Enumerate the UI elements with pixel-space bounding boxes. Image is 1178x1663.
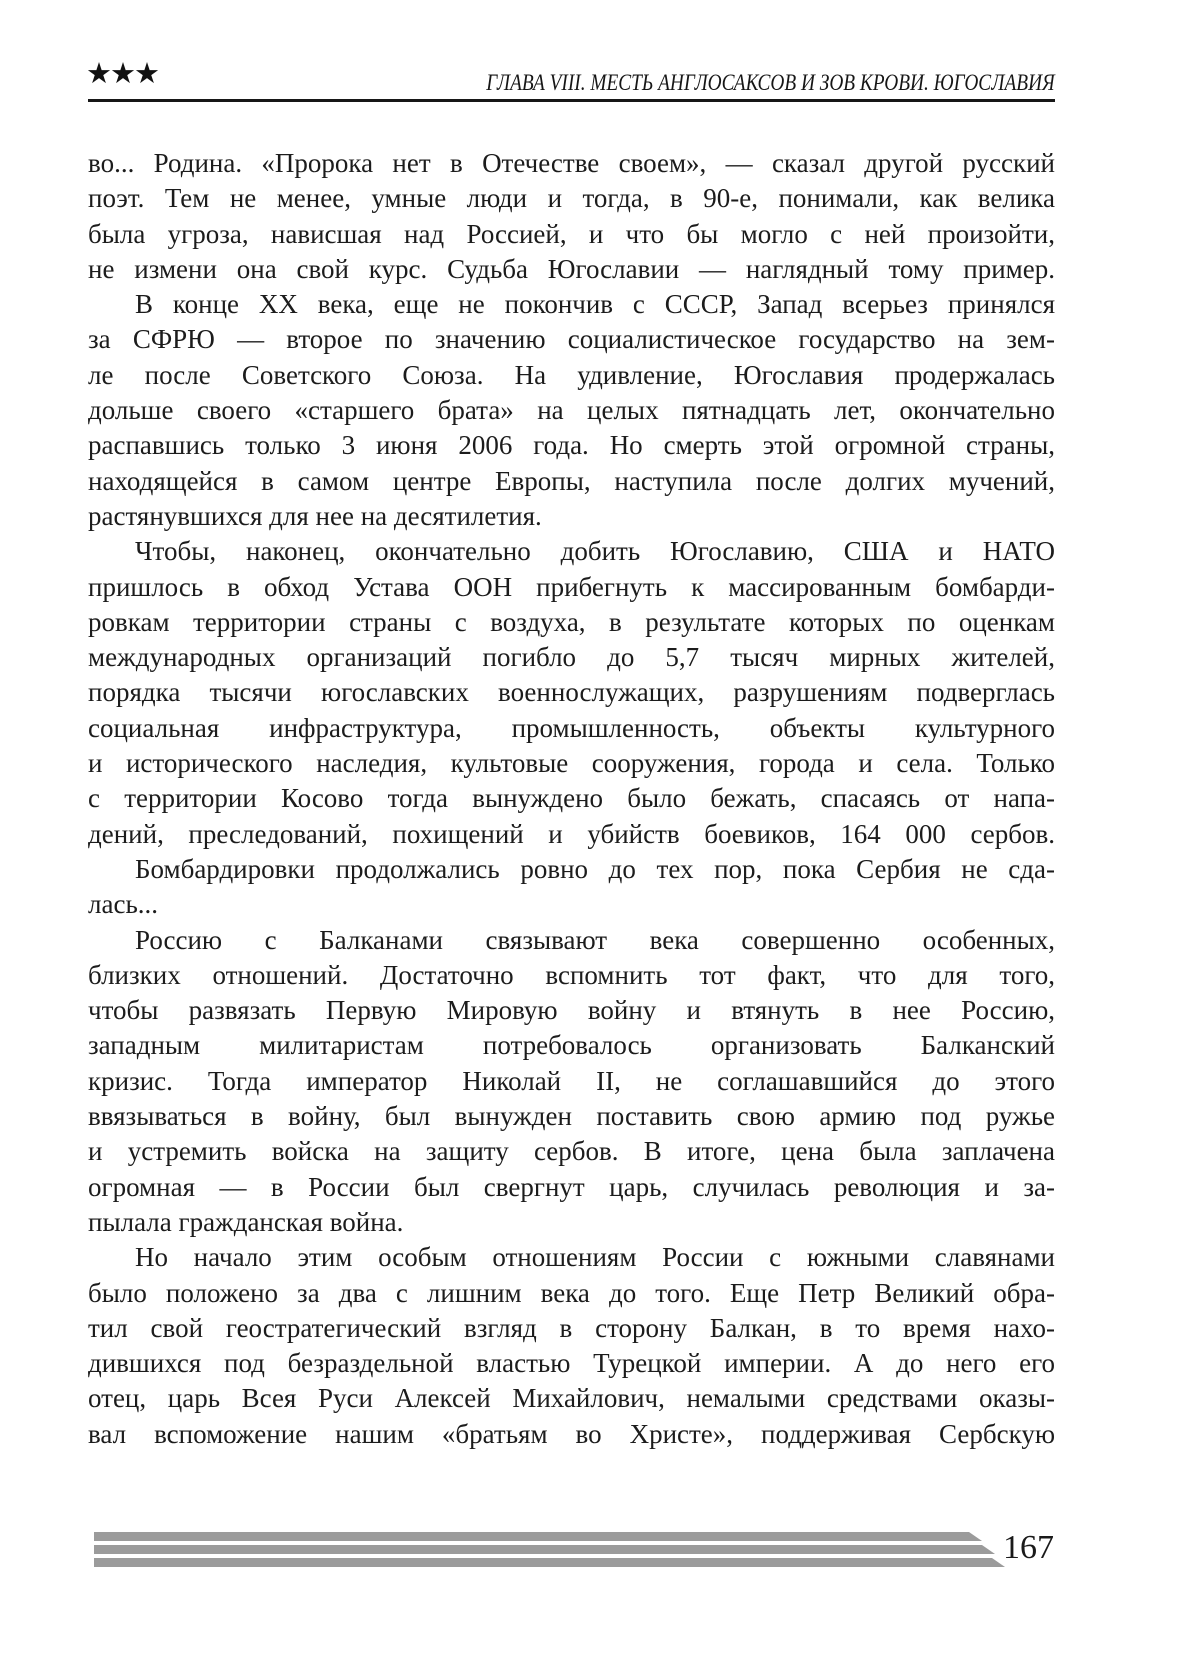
page-number: 167 <box>1003 1529 1054 1566</box>
text-line: западным милитаристам потребовалось организовать Балканский <box>88 1030 1055 1061</box>
text-line: пришлось в обход Устава ООН прибегнуть к массированным бомбарди- <box>88 571 1055 602</box>
text-line: В конце XX века, еще не покончив с СССР, Запад всерьез принялся <box>135 289 1055 320</box>
text-line: пылала гражданская война. <box>88 1206 404 1237</box>
text-line: близких отношений. Достаточно вспомнить тот факт, что для того, <box>88 959 1055 990</box>
text-line: дившихся под безраздельной властью Турецкой империи. А до него его <box>88 1348 1055 1379</box>
body-text <box>88 146 1055 1452</box>
text-line: была угроза, нависшая над Россией, и что бы могло с ней произойти, <box>88 218 1055 249</box>
text-line: дольше своего «старшего брата» на целых пятнадцать лет, окончательно <box>88 395 1055 426</box>
text-line: находящейся в самом центре Европы, наступила после долгих мучений, <box>88 465 1055 496</box>
text-line: Чтобы, наконец, окончательно добить Югославию, США и НАТО <box>135 536 1055 567</box>
text-line: ле после Советского Союза. На удивление, Югославия продержалась <box>88 359 1055 390</box>
text-line: во... Родина. «Пророка нет в Отечестве своем», — сказал другой русский <box>88 148 1055 178</box>
text-line: поэт. Тем не менее, умные люди и тогда, в 90-е, понимали, как велика <box>88 183 1055 214</box>
text-line: порядка тысячи югославских военнослужащих, разрушениям подверглась <box>88 677 1055 708</box>
footer-decoration-stripe <box>94 1545 995 1554</box>
text-line: растянувшихся для нее на десятилетия. <box>88 500 542 531</box>
text-line: Но начало этим особым отношениям России с южными славянами <box>135 1242 1055 1273</box>
text-line: не измени она свой курс. Судьба Югославии — наглядный тому пример. <box>88 253 1055 284</box>
text-line: было положено за два с лишним века до того. Еще Петр Великий обра- <box>88 1277 1055 1308</box>
text-line: и устремить войска на защиту сербов. В итоге, цена была заплачена <box>88 1136 1055 1167</box>
text-line: отец, царь Всея Руси Алексей Михайлович, немалыми средствами оказы- <box>88 1383 1055 1414</box>
text-line: чтобы развязать Первую Мировую войну и втянуть в нее Россию, <box>88 995 1055 1026</box>
text-line: распавшись только 3 июня 2006 года. Но смерть этой огромной страны, <box>88 430 1055 461</box>
stars-icon: ★★★ <box>86 56 158 90</box>
text-line: социальная инфраструктура, промышленность, объекты культурного <box>88 712 1055 743</box>
footer-decoration-stripe <box>94 1532 982 1541</box>
text-line: с территории Косово тогда вынуждено было бежать, спасаясь от напа- <box>88 783 1055 814</box>
text-line: Бомбардировки продолжались ровно до тех пор, пока Сербия не сда- <box>135 853 1055 884</box>
text-line: ввязываться в войну, был вынужден поставить свою армию под ружье <box>88 1101 1055 1132</box>
running-head-container <box>378 71 1055 95</box>
text-line: международных организаций погибло до 5,7 тысяч мирных жителей, <box>88 642 1055 673</box>
text-line: кризис. Тогда император Николай II, не соглашавшийся до этого <box>88 1065 1055 1096</box>
text-line: дений, преследований, похищений и убийств боевиков, 164 000 сербов. <box>88 818 1055 849</box>
chapter-running-head: ГЛАВА VIII. МЕСТЬ АНГЛОСАКСОВ И ЗОВ КРОВИ. ЮГОСЛАВИЯ <box>486 70 1055 95</box>
text-line: тил свой геостратегический взгляд в сторону Балкан, в то время нахо- <box>88 1312 1055 1343</box>
text-line: за СФРЮ — второе по значению социалистическое государство на зем- <box>88 324 1055 355</box>
text-line: и исторического наследия, культовые сооружения, города и села. Только <box>88 748 1055 779</box>
header-rule <box>88 99 1055 102</box>
footer-decoration-stripe <box>94 1558 1005 1567</box>
text-line: ровкам территории страны с воздуха, в результате которых по оценкам <box>88 606 1055 637</box>
text-line: Россию с Балканами связывают века совершенно особенных, <box>135 924 1055 955</box>
text-line: лась... <box>88 889 159 920</box>
text-line: огромная — в России был свергнут царь, случилась революция и за- <box>88 1171 1055 1202</box>
text-line: вал вспоможение нашим «братьям во Христе», поддерживая Сербскую <box>88 1418 1055 1449</box>
